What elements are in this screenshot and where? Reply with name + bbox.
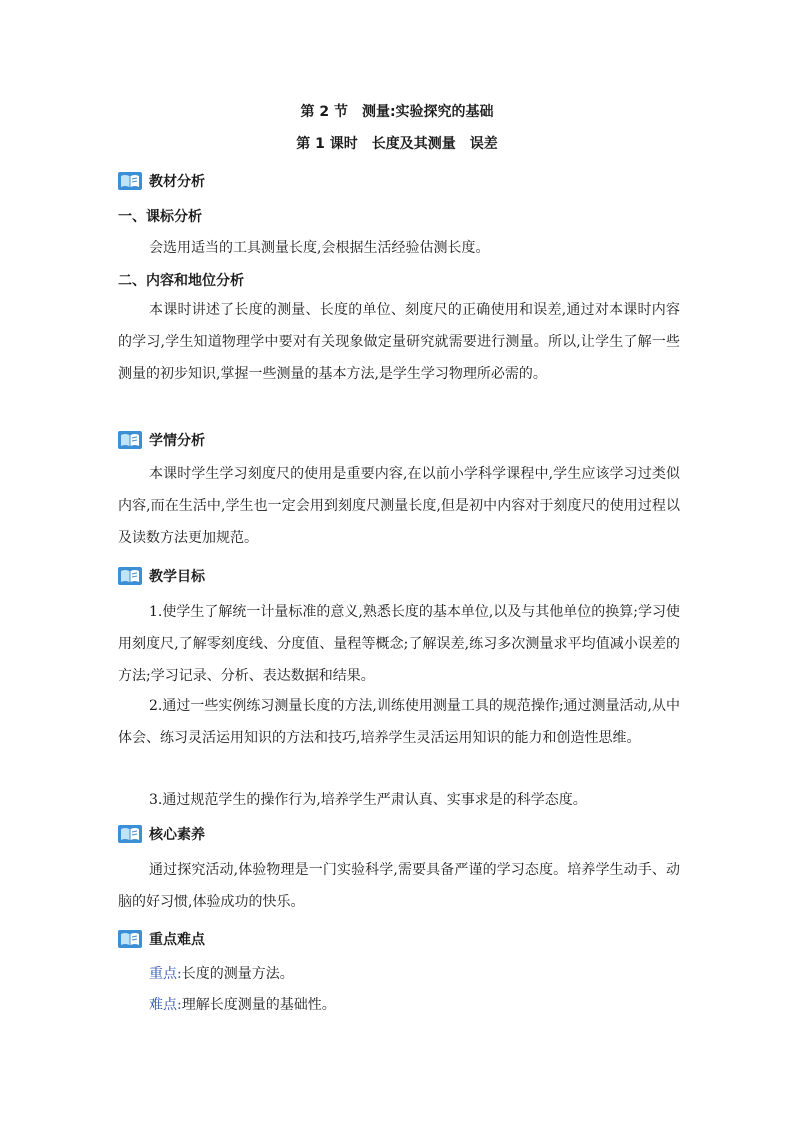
lesson-title: 第 1 课时 长度及其测量 误差: [296, 136, 498, 152]
open-book-icon: [118, 930, 142, 948]
section-title: 第 2 节 测量:实验探究的基础: [300, 104, 494, 120]
section-heading-teaching-goals: [118, 565, 205, 587]
subheading-content-position: 二、内容和地位分析: [118, 273, 244, 289]
section-heading-textbook-analysis: [118, 170, 205, 192]
section-label: 教材分析: [149, 174, 205, 190]
open-book-icon: [118, 567, 142, 585]
section-label: 学情分析: [149, 433, 205, 449]
difficulty-label: 难点:: [149, 997, 182, 1013]
section-heading-student-analysis: [118, 429, 205, 451]
open-book-icon: [118, 431, 142, 449]
section-label: 核心素养: [149, 827, 205, 843]
teaching-goal-item-1: 1.使学生了解统一计量标准的意义,熟悉长度的基本单位,以及与其他单位的换算;学习使用刻度尺,了解零刻度线、分度值、量程等概念;了解误差,练习多次测量求平均值减小误差的方法;学习记录、分析、表达数据和结果。: [118, 604, 680, 684]
section-label: 教学目标: [149, 569, 205, 585]
open-book-icon: [118, 172, 142, 190]
difficulty-line: [149, 995, 336, 1015]
subheading-curriculum-analysis: 一、课标分析: [118, 209, 202, 225]
open-book-icon: [118, 825, 142, 843]
key-point-text: 长度的测量方法。: [181, 966, 294, 982]
teaching-goal-item-3: 3.通过规范学生的操作行为,培养学生严肃认真、实事求是的科学态度。: [149, 792, 587, 808]
key-point-label: 重点:: [149, 966, 182, 982]
difficulty-text: 理解长度测量的基础性。: [181, 997, 336, 1013]
paragraph-curriculum-analysis: 会选用适当的工具测量长度,会根据生活经验估测长度。: [149, 240, 490, 256]
section-label: 重点难点: [149, 932, 205, 948]
teaching-goal-item-2: 2.通过一些实例练习测量长度的方法,训练使用测量工具的规范操作;通过测量活动,从中体会、练习灵活运用知识的方法和技巧,培养学生灵活运用知识的能力和创造性思维。: [118, 698, 680, 746]
paragraph-core-literacy: 通过探究活动,体验物理是一门实验科学,需要具备严谨的学习态度。培养学生动手、动脑的好习惯,体验成功的快乐。: [118, 862, 680, 910]
paragraph-content-position: 本课时讲述了长度的测量、长度的单位、刻度尺的正确使用和误差,通过对本课时内容的学习,学生知道物理学中要对有关现象做定量研究就需要进行测量。所以,让学生了解一些测量的初步知识,掌握一些测量的基本方法,是学生学习物理所必需的。: [118, 302, 680, 382]
section-heading-core-literacy: [118, 823, 205, 845]
paragraph-student-analysis: 本课时学生学习刻度尺的使用是重要内容,在以前小学科学课程中,学生应该学习过类似内容,而在生活中,学生也一定会用到刻度尺测量长度,但是初中内容对于刻度尺的使用过程以及读数方法更加规范。: [118, 466, 680, 546]
section-heading-key-points: [118, 928, 205, 950]
key-point-line: [149, 964, 294, 984]
